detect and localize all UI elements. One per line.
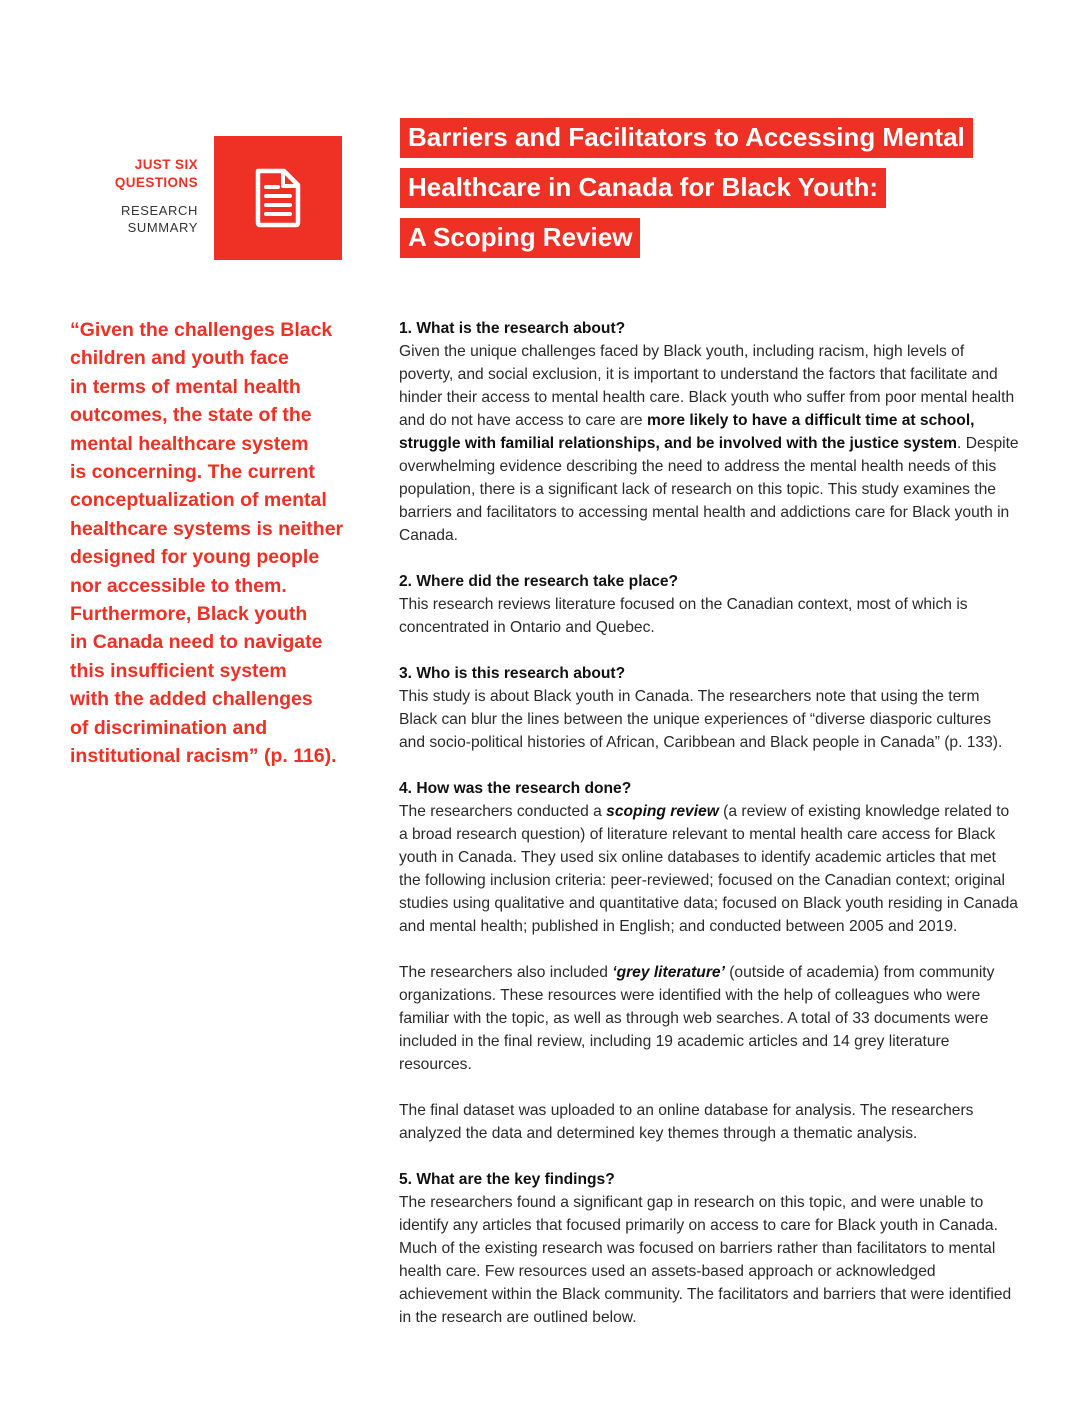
emphasized-text: more likely to have a difficult time at school, struggle with familial relationships, and be involved with the justice system bbox=[399, 412, 975, 452]
section-paragraph: The researchers also included ‘grey literature’ (outside of academia) from community organizations. These resources were identified with the help of colleagues who were familiar with the topic, as well as through web searches. A total of 33 documents were included in the final review, including 19 academic articles and 14 grey literature resources. bbox=[399, 964, 995, 1073]
quote-line: children and youth face bbox=[70, 347, 289, 370]
section-paragraph: Given the unique challenges faced by Black youth, including racism, high levels of poverty, and social exclusion, it is important to understand the factors that facilitate and hinder their access to mental health care. Black youth who suffer from poor mental health and do not have access to care are more likely to have a difficult time at school, struggle with familial relationships, and be involved with the justice system. Despite overwhelming evidence describing the need to address the mental health needs of this population, there is a significant lack of research on this topic. This study examines the barriers and facilitators to accessing mental health and addictions care for Black youth in Canada. bbox=[399, 343, 1019, 544]
pull-quote bbox=[70, 316, 348, 771]
section-heading: 4. How was the research done? bbox=[399, 780, 632, 797]
document-type: RESEARCH SUMMARY bbox=[120, 203, 198, 235]
series-label bbox=[40, 156, 198, 236]
section-paragraph: The researchers found a significant gap in research on this topic, and were unable to identify any articles that focused primarily on access to care for Black youth in Canada. Much of the existing research was focused on barriers rather than facilitators to mental health care. Few resources used an assets-based approach or acknowledged achievement within the Black community. The facilitators and barriers that were identified in the research are outlined below. bbox=[399, 1194, 1012, 1326]
page-title bbox=[400, 118, 973, 268]
section-who bbox=[399, 662, 1019, 754]
section-where bbox=[399, 570, 1019, 639]
section-paragraph: The final dataset was uploaded to an online database for analysis. The researchers analyzed the data and determined key themes through a thematic analysis. bbox=[399, 1102, 974, 1142]
title-line: Barriers and Facilitators to Accessing Mental bbox=[400, 118, 973, 158]
main-content bbox=[399, 317, 1019, 1352]
section-heading: 3. Who is this research about? bbox=[399, 665, 626, 682]
section-findings bbox=[399, 1168, 1019, 1329]
series-name: JUST SIX QUESTIONS bbox=[114, 157, 198, 190]
quote-line: designed for young people bbox=[70, 546, 320, 569]
emphasized-term: scoping review bbox=[606, 803, 719, 820]
section-heading: 5. What are the key findings? bbox=[399, 1171, 615, 1188]
section-paragraph: This study is about Black youth in Canada. The researchers note that using the term Black can blur the lines between the unique experiences of “diverse diasporic cultures and socio-political histories of African, Caribbean and Black people in Canada” (p. 133). bbox=[399, 688, 1003, 751]
quote-line: is concerning. The current bbox=[70, 461, 315, 484]
document-icon-box bbox=[214, 136, 342, 260]
section-heading: 1. What is the research about? bbox=[399, 320, 626, 337]
quote-line: healthcare systems is neither bbox=[70, 517, 344, 540]
quote-line: this insufficient system bbox=[70, 659, 287, 682]
quote-line: “Given the challenges Black bbox=[70, 319, 333, 341]
quote-line: institutional racism” (p. 116). bbox=[70, 745, 337, 768]
quote-line: nor accessible to them. bbox=[70, 574, 287, 597]
section-what bbox=[399, 317, 1019, 547]
quote-line: of discrimination and bbox=[70, 716, 268, 739]
section-how bbox=[399, 777, 1019, 1145]
emphasized-term: ‘grey literature’ bbox=[612, 964, 725, 981]
document-icon bbox=[252, 167, 304, 229]
section-heading: 2. Where did the research take place? bbox=[399, 573, 679, 590]
quote-line: in terms of mental health bbox=[70, 375, 301, 398]
title-line: Healthcare in Canada for Black Youth: bbox=[400, 168, 886, 208]
quote-line: outcomes, the state of the bbox=[70, 404, 312, 427]
quote-line: Furthermore, Black youth bbox=[70, 603, 308, 626]
title-line: A Scoping Review bbox=[400, 218, 640, 258]
quote-line: mental healthcare system bbox=[70, 432, 309, 455]
quote-line: conceptualization of mental bbox=[70, 489, 327, 512]
section-paragraph: This research reviews literature focused on the Canadian context, most of which is concentrated in Ontario and Quebec. bbox=[399, 596, 968, 636]
quote-line: in Canada need to navigate bbox=[70, 631, 323, 654]
quote-line: with the added challenges bbox=[70, 688, 313, 711]
section-paragraph: The researchers conducted a scoping review (a review of existing knowledge related to a broad research question) of literature relevant to mental health care access for Black youth in Canada. They used six online databases to identify academic articles that met the following inclusion criteria: peer-reviewed; focused on the Canadian context; original studies using qualitative and quantitative data; focused on Black youth residing in Canada and mental health; published in English; and conducted between 2005 and 2019. bbox=[399, 803, 1018, 935]
